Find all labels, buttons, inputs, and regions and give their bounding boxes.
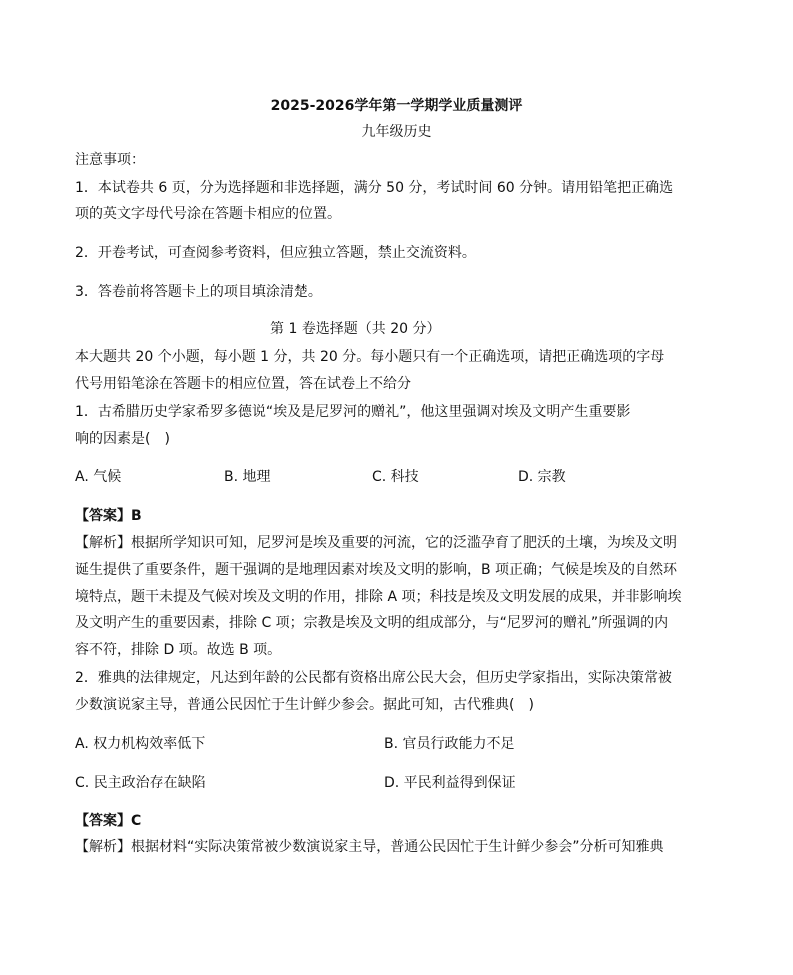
question-1-answer: 【答案】B — [75, 508, 142, 524]
question-2-answer: 【答案】C — [75, 813, 142, 829]
question-2-option-a: A. 权力机构效率低下 — [75, 736, 206, 752]
question-2-option-c: C. 民主政治存在缺陷 — [75, 775, 206, 791]
section-intro-line-2: 代号用铅笔涂在答题卡的相应位置，答在试卷上不给分 — [75, 376, 411, 392]
question-1-analysis-line-4: 及文明产生的重要因素，排除 C 项；宗教是埃及文明的组成部分，与“尼罗河的赠礼”所强调的内 — [75, 615, 669, 631]
notice-item-2: 2．开卷考试，可查阅参考资料，但应独立答题，禁止交流资料。 — [75, 245, 476, 261]
question-1-analysis-line-1: 【解析】根据所学知识可知，尼罗河是埃及重要的河流，它的泛滥孕育了肥沃的土壤，为埃及文明 — [75, 535, 677, 551]
exam-subtitle: 九年级历史 — [361, 124, 432, 140]
section-title: 第 1 卷选择题（共 20 分） — [270, 321, 441, 337]
notice-item-1-line-2: 项的英文字母代号涂在答题卡相应的位置。 — [75, 206, 341, 222]
question-1-analysis-line-5: 容不符，排除 D 项。故选 B 项。 — [75, 642, 282, 658]
question-2-option-b: B. 官员行政能力不足 — [384, 736, 515, 752]
question-2-analysis-line-1: 【解析】根据材料“实际决策常被少数演说家主导，普通公民因忙于生计鲜少参会”分析可知雅典 — [75, 839, 664, 855]
notice-item-3: 3．答卷前将答题卡上的项目填涂清楚。 — [75, 284, 322, 300]
question-1-option-a: A. 气候 — [75, 469, 122, 485]
question-1-analysis-line-2: 诞生提供了重要条件，题干强调的是地理因素对埃及文明的影响，B 项正确；气候是埃及的自然环 — [75, 562, 678, 578]
question-1-option-c: C. 科技 — [372, 469, 419, 485]
question-1-stem-line-2: 响的因素是( ) — [75, 431, 170, 447]
question-1-analysis-line-3: 境特点，题干未提及气候对埃及文明的作用，排除 A 项；科技是埃及文明发展的成果，并非影响埃 — [75, 589, 682, 605]
section-intro-line-1: 本大题共 20 个小题，每小题 1 分，共 20 分。每小题只有一个正确选项，请把正确选项的字母 — [75, 349, 665, 365]
question-1-stem-line-1: 1．古希腊历史学家希罗多德说“埃及是尼罗河的赠礼”，他这里强调对埃及文明产生重要影 — [75, 404, 631, 420]
exam-title: 2025-2026学年第一学期学业质量测评 — [270, 98, 523, 114]
question-2-option-d: D. 平民利益得到保证 — [384, 775, 516, 791]
notice-heading: 注意事项： — [75, 152, 145, 168]
notice-item-1-line-1: 1．本试卷共 6 页，分为选择题和非选择题，满分 50 分，考试时间 60 分钟。请用铅笔把正确选 — [75, 180, 674, 196]
question-2-stem-line-2: 少数演说家主导，普通公民因忙于生计鲜少参会。据此可知，古代雅典( ) — [75, 697, 534, 713]
question-2-stem-line-1: 2．雅典的法律规定，凡达到年龄的公民都有资格出席公民大会，但历史学家指出，实际决策常被 — [75, 670, 672, 686]
question-1-option-d: D. 宗教 — [518, 469, 566, 485]
question-1-option-b: B. 地理 — [224, 469, 271, 485]
